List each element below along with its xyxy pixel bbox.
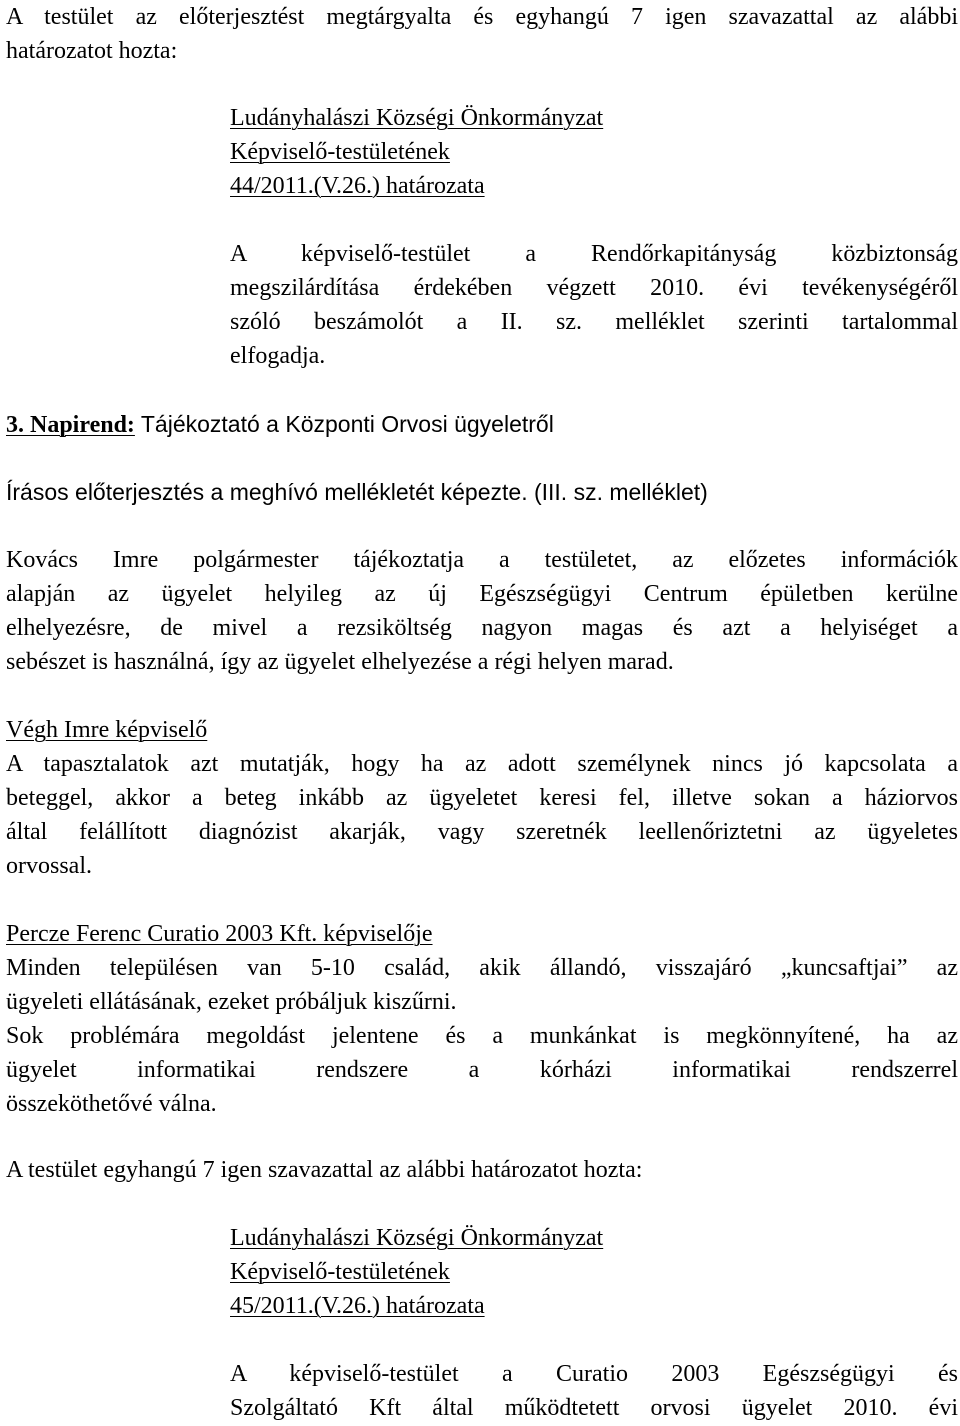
speaker-2-line: ügyeleti ellátásának, ezeket próbáljuk kiszűrni. xyxy=(6,989,457,1015)
intro-line-2: határozatot hozta: xyxy=(6,38,178,64)
resolution-2-header xyxy=(230,1221,958,1323)
resolution-1-header xyxy=(230,101,958,203)
speaker-1-name: Végh Imre képviselő xyxy=(6,717,208,743)
resolution-1-body: Képviselő-testületének xyxy=(230,139,450,165)
agenda-3-label: 3. Napirend: xyxy=(6,412,135,438)
speaker-2-block xyxy=(6,917,958,1121)
speaker-1-line: orvossal. xyxy=(6,853,92,879)
speaker-1-block xyxy=(6,713,958,883)
intro-paragraph-2: A testület egyhangú 7 igen szavazattal az alábbi határozatot hozta: xyxy=(6,1157,643,1183)
resolution-1-text xyxy=(230,237,958,373)
resolution-2-number: 45/2011.(V.26.) határozata xyxy=(230,1293,485,1319)
resolution-1-line: elfogadja. xyxy=(230,343,326,369)
speaker-1-line: által felállított diagnózist akarják, vagy szeretnék leellenőriztetni az ügyeletes xyxy=(6,819,958,845)
mayor-line: sebészet is használná, így az ügyelet elhelyezése a régi helyen marad. xyxy=(6,649,674,675)
resolution-1-line: A képviselő-testület a Rendőrkapitányság közbiztonság xyxy=(230,241,958,267)
speaker-2-line: Minden településen van 5-10 család, akik állandó, visszajáró „kuncsaftjai” az xyxy=(6,955,958,981)
intro-line-1: A testület az előterjesztést megtárgyalta és egyhangú 7 igen szavazattal az alábbi xyxy=(6,4,958,30)
mayor-line: elhelyezésre, de mivel a rezsiköltség nagyon magas és azt a helyiséget a xyxy=(6,615,958,641)
intro-paragraph-1 xyxy=(6,0,958,68)
resolution-1-line: szóló beszámolót a II. sz. melléklet szerinti tartalommal xyxy=(230,309,958,335)
speaker-2-name: Percze Ferenc Curatio 2003 Kft. képviselője xyxy=(6,921,433,947)
resolution-2-line: A képviselő-testület a Curatio 2003 Egészségügyi és xyxy=(230,1361,958,1387)
resolution-1-org: Ludányhalászi Községi Önkormányzat xyxy=(230,105,604,131)
resolution-2-text xyxy=(230,1357,958,1425)
speaker-1-line: beteggel, akkor a beteg inkább az ügyeletet keresi fel, illetve sokan a háziorvos xyxy=(6,785,958,811)
mayor-line: alapján az ügyelet helyileg az új Egészségügyi Centrum épületben kerülne xyxy=(6,581,958,607)
agenda-3-note: Írásos előterjesztés a meghívó mellékletét képezte. (III. sz. melléklet) xyxy=(6,479,708,505)
resolution-2-body: Képviselő-testületének xyxy=(230,1259,450,1285)
mayor-line: Kovács Imre polgármester tájékoztatja a testületet, az előzetes információk xyxy=(6,547,958,573)
resolution-1-number: 44/2011.(V.26.) határozata xyxy=(230,173,485,199)
agenda-3-title: Tájékoztató a Központi Orvosi ügyeletről xyxy=(134,411,554,437)
resolution-2-org: Ludányhalászi Községi Önkormányzat xyxy=(230,1225,604,1251)
resolution-2-line: Szolgáltató Kft által működtetett orvosi ügyelet 2010. évi xyxy=(230,1395,958,1421)
resolution-1-line: megszilárdítása érdekében végzett 2010. évi tevékenységéről xyxy=(230,275,958,301)
speaker-2-line: összeköthetővé válna. xyxy=(6,1091,217,1117)
speaker-1-line: A tapasztalatok azt mutatják, hogy ha az adott személynek nincs jó kapcsolata a xyxy=(6,751,958,777)
mayor-paragraph xyxy=(6,543,958,679)
speaker-2-line: Sok problémára megoldást jelentene és a munkánkat is megkönnyítené, ha az xyxy=(6,1023,958,1049)
agenda-3-heading xyxy=(6,407,958,442)
speaker-2-line: ügyelet informatikai rendszere a kórházi informatikai rendszerrel xyxy=(6,1057,958,1083)
